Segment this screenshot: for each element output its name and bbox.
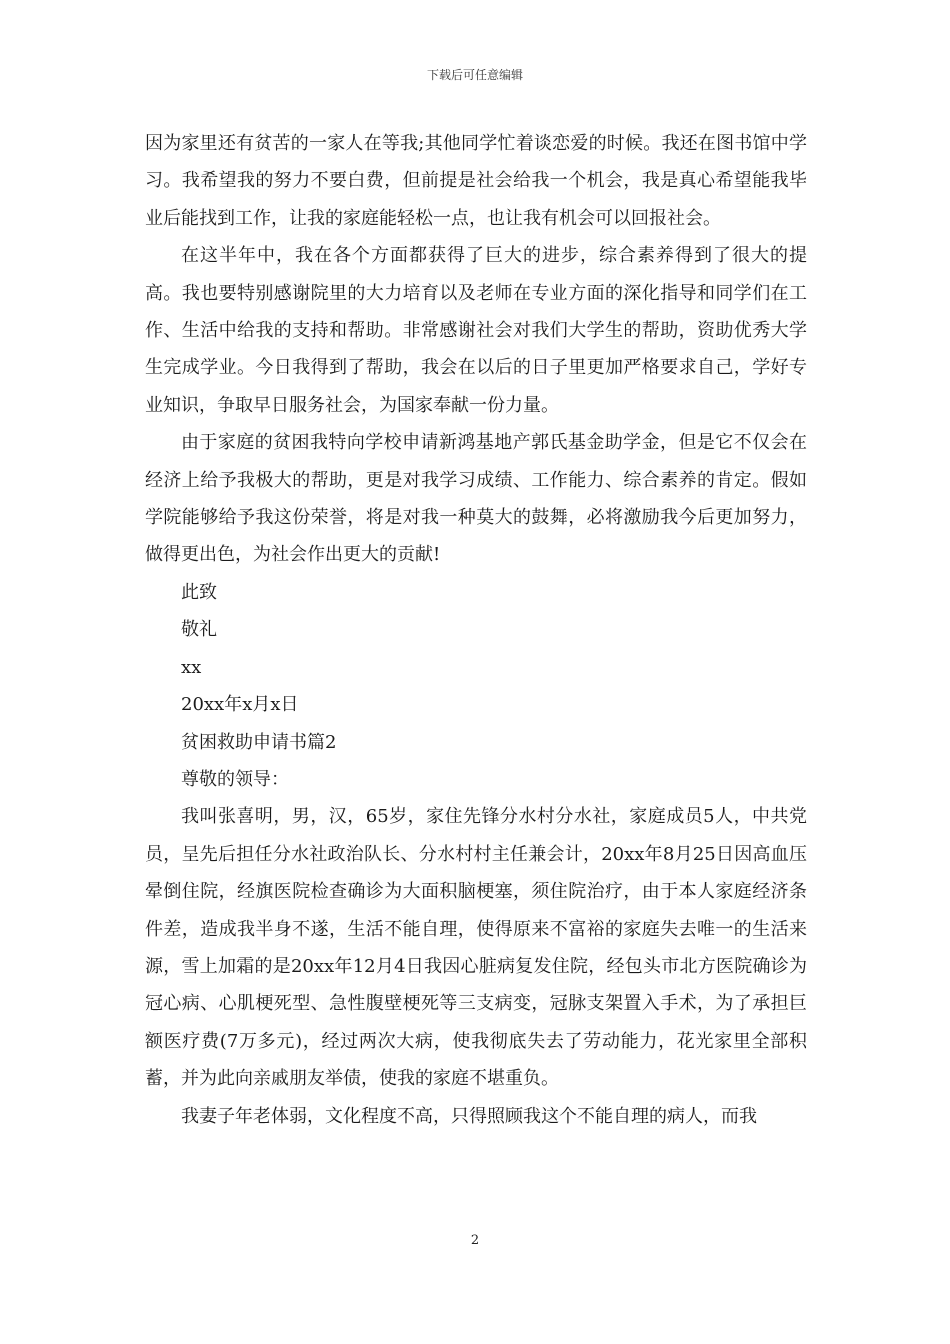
paragraph-4: 我叫张喜明，男，汉，65岁，家住先锋分水村分水社，家庭成员5人，中共党员，呈先后担任分水社政治队长、分水村村主任兼会计，20xx年8月25日因高血压晕倒住院，经旗医院检查确诊为大面积脑梗塞，须住院治疗，由于本人家庭经济条件差，造成我半身不遂，生活不能自理，使得原来不富裕的家庭失去唯一的生活来源，雪上加霜的是20xx年12月4日我因心脏病复发住院，经包头市北方医院确诊为冠心病、心肌梗死型、急性腹壁梗死等三支病变，冠脉支架置入手术，为了承担巨额医疗费(7万多元)，经过两次大病，使我彻底失去了劳动能力，花光家里全部积蓄，并为此向亲戚朋友举债，使我的家庭不堪重负。 [145, 806, 807, 1090]
letter-greeting: 尊敬的领导： [181, 768, 289, 790]
paragraph-2: 在这半年中，我在各个方面都获得了巨大的进步，综合素养得到了很大的提高。我也要特别感谢院里的大力培育以及老师在专业方面的深化指导和同学们在工作、生活中给我的支持和帮助。非常感谢社会对我们大学生的帮助，资助优秀大学生完成学业。今日我得到了帮助，我会在以后的日子里更加严格要求自己，学好专业知识，争取早日服务社会，为国家奉献一份力量。 [145, 245, 807, 416]
closing-salutation: 此致 [181, 581, 217, 603]
page-header-note: 下载后可任意编辑 [426, 68, 523, 82]
signature-name: xx [181, 656, 202, 678]
paragraph-1: 因为家里还有贫苦的一家人在等我;其他同学忙着谈恋爱的时候。我还在图书馆中学习。我希望我的努力不要白费，但前提是社会给我一个机会，我是真心希望能我毕业后能找到工作，让我的家庭能轻松一点，也让我有机会可以回报社会。 [145, 133, 807, 229]
document-body [145, 125, 807, 1135]
section-title: 贫困救助申请书篇2 [181, 731, 337, 753]
paragraph-5: 我妻子年老体弱，文化程度不高，只得照顾我这个不能自理的病人，而我 [181, 1105, 757, 1127]
page-number: 2 [470, 1233, 480, 1248]
signature-date: 20xx年x月x日 [181, 694, 299, 716]
paragraph-3: 由于家庭的贫困我特向学校申请新鸿基地产郭氏基金助学金，但是它不仅会在经济上给予我极大的帮助，更是对我学习成绩、工作能力、综合素养的肯定。假如学院能够给予我这份荣誉，将是对我一种莫大的鼓舞，必将激励我今后更加努力，做得更出色，为社会作出更大的贡献! [145, 432, 807, 566]
closing-regards: 敬礼 [181, 619, 217, 641]
